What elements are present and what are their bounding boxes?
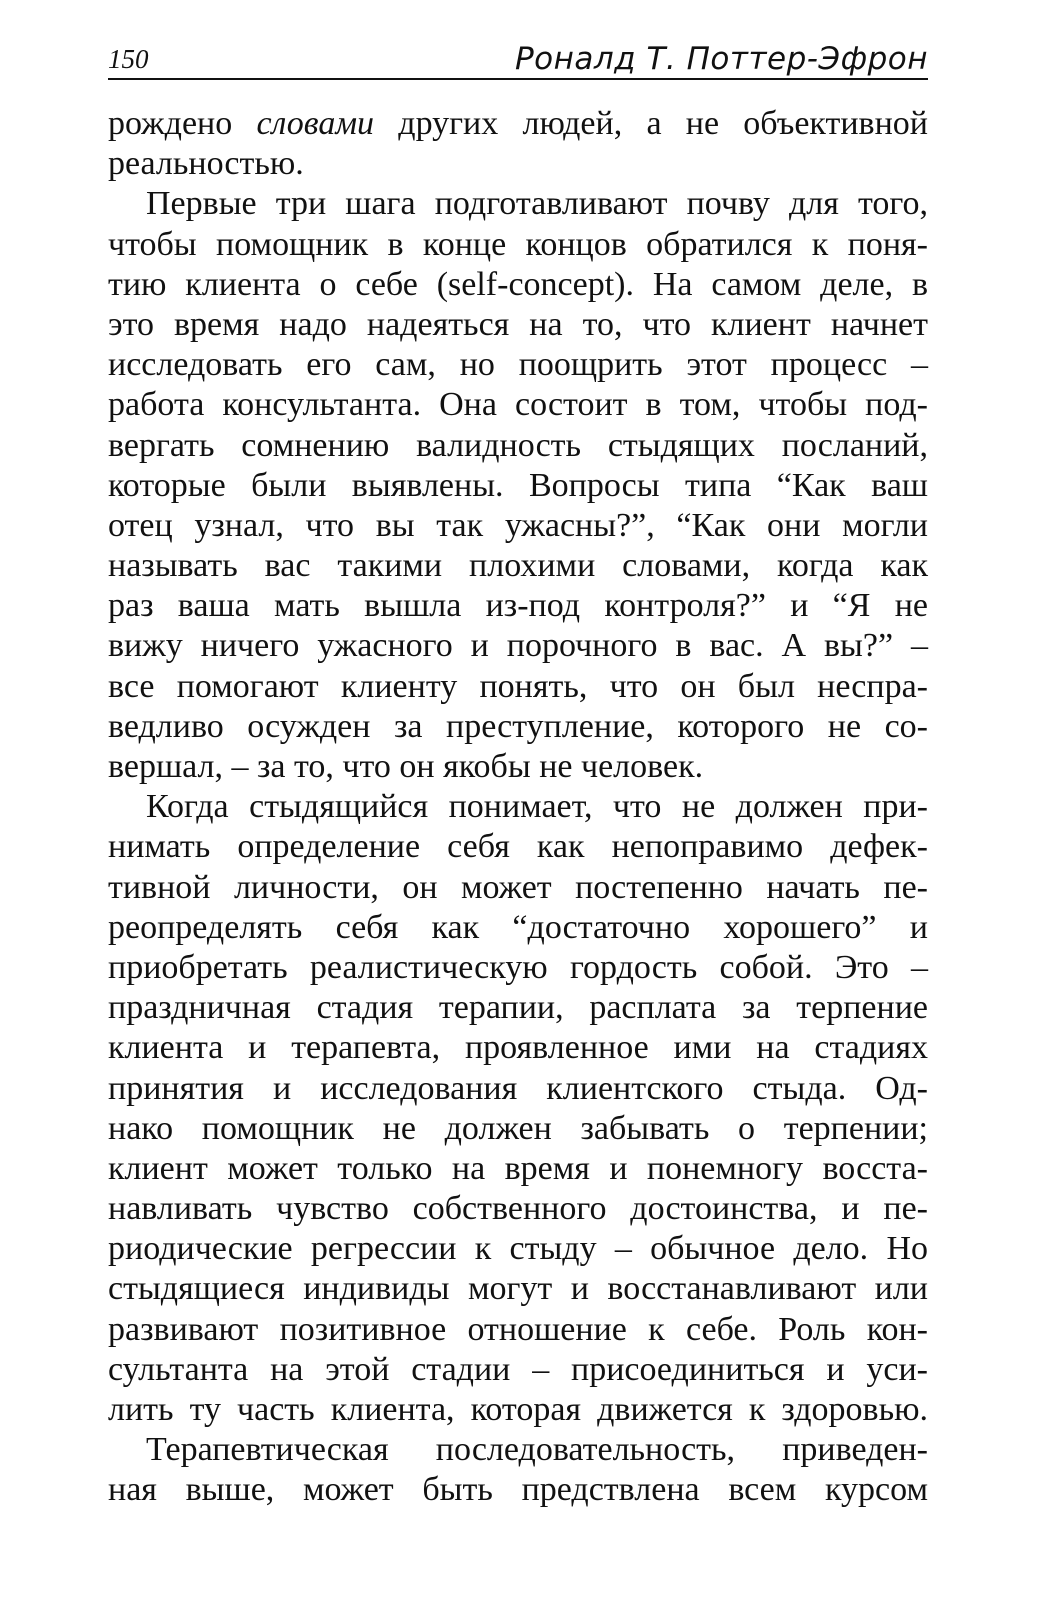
- text-line: вершал, – за то, что он якобы не человек.: [108, 748, 704, 785]
- text-line: тивной личности, он может постепенно начать пе-: [108, 868, 928, 906]
- emphasized-word: словами: [256, 105, 375, 142]
- text-line: Когда стыдящийся понимает, что не должен при-: [146, 788, 928, 826]
- text-line: работа консультанта. Она состоит в том, чтобы под-: [108, 386, 928, 424]
- text-line: принятия и исследования клиентского стыда. Од-: [108, 1069, 928, 1107]
- text-line: навливать чувство собственного достоинства, и пе-: [108, 1190, 928, 1228]
- text-line: риодические регрессии к стыду – обычное дело. Но: [108, 1230, 928, 1268]
- text-line: вижу ничего ужасного и порочного в вас. А вы?” –: [108, 627, 928, 665]
- text-line: чтобы помощник в конце концов обратился к поня-: [108, 225, 928, 263]
- text-line: стыдящиеся индивиды могут и восстанавливают или: [108, 1270, 928, 1308]
- text-line: нимать определение себя как непоправимо дефек-: [108, 828, 928, 866]
- text-line: все помогают клиенту понять, что он был неспра-: [108, 667, 928, 705]
- text-line: Терапевтическая последовательность, приведен-: [146, 1431, 928, 1469]
- text-line: [108, 104, 928, 144]
- text-line: клиента и терапевта, проявленное ими на стадиях: [108, 1029, 928, 1067]
- text-line: раз ваша мать вышла из-под контроля?” и “Я не: [108, 587, 928, 625]
- text-line: праздничная стадия терапии, расплата за терпение: [108, 989, 928, 1027]
- text-line: отец узнал, что вы так ужасны?”, “Как они могли: [108, 506, 928, 544]
- running-head: [108, 42, 928, 80]
- text-line: это время надо надеяться на то, что клиент начнет: [108, 305, 928, 343]
- text-line: лить ту часть клиента, которая движется к здоровью.: [108, 1391, 928, 1428]
- paragraph-3: [108, 787, 928, 1430]
- text-line: сультанта на этой стадии – присоединиться и уси-: [108, 1350, 928, 1388]
- text-line: клиент может только на время и понемногу восста-: [108, 1149, 928, 1187]
- page-number: 150: [108, 44, 149, 74]
- text-line: приобретать реалистическую гордость собой. Это –: [108, 948, 928, 986]
- text-run: других людей, а не объективной: [374, 105, 928, 142]
- text-line: тию клиента о себе (self-concept). На самом деле, в: [108, 265, 928, 303]
- text-line: ная выше, может быть предствлена всем курсом: [108, 1471, 928, 1509]
- text-line: вергать сомнению валидность стыдящих посланий,: [108, 426, 928, 464]
- text-run: рождено: [108, 105, 257, 142]
- paragraph-2: [108, 184, 928, 787]
- text-line: реальностью.: [108, 145, 304, 183]
- text-line: реопределять себя как “достаточно хорошего” и: [108, 908, 928, 946]
- text-line: нако помощник не должен забывать о терпении;: [108, 1109, 928, 1147]
- running-title: Роналд Т. Поттер-Эфрон: [514, 41, 928, 77]
- paragraph-1: [108, 104, 928, 184]
- text-line: исследовать его сам, но поощрить этот процесс –: [108, 346, 928, 384]
- text-line: ведливо осужден за преступление, которого не со-: [108, 707, 928, 745]
- text-line: называть вас такими плохими словами, когда как: [108, 547, 928, 585]
- body-text: [108, 104, 928, 1511]
- text-line: Первые три шага подготавливают почву для того,: [146, 185, 928, 223]
- paragraph-4: [108, 1430, 928, 1510]
- text-line: которые были выявлены. Вопросы типа “Как ваш: [108, 466, 928, 504]
- text-line: развивают позитивное отношение к себе. Роль кон-: [108, 1310, 928, 1348]
